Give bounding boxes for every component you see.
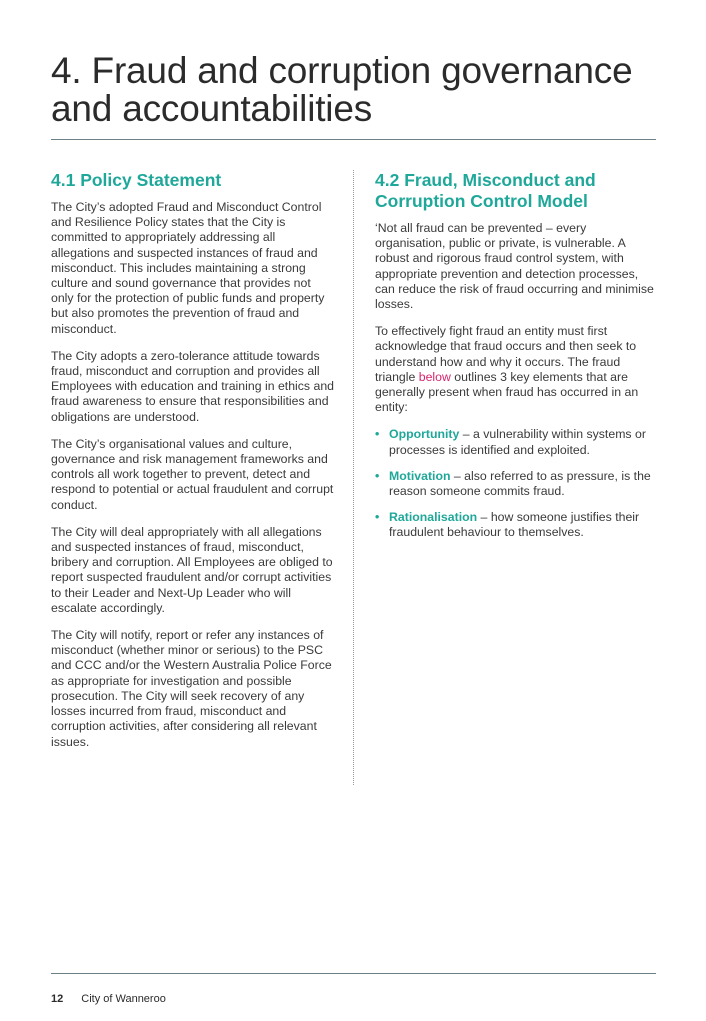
below-link[interactable]: below: [418, 369, 451, 384]
footer: [51, 992, 166, 1006]
list-item-rationalisation: [375, 510, 657, 540]
bullet-text: – also referred to as pressure, is the reason someone commits fraud.: [389, 468, 651, 499]
section-heading-control-model: 4.2 Fraud, Misconduct and Corruption Control Model: [375, 170, 596, 211]
page-title: 4. Fraud and corruption governance and accountabilities: [51, 50, 633, 129]
control-model-section: [375, 170, 657, 552]
bullet-term: Rationalisation: [389, 510, 478, 525]
bullet-term: Opportunity: [389, 427, 460, 442]
paragraph-text: outlines 3 key elements that are generally present when fraud has occurred in an entity:: [375, 369, 639, 415]
paragraph: The City adopts a zero-tolerance attitude towards fraud, misconduct and corruption and provides all Employees with education and training in ethics and fraud awareness to ensure that responsibilities and obligations are understood.: [51, 348, 335, 424]
bullet-text: – a vulnerability within systems or processes is identified and exploited.: [389, 427, 646, 457]
column-divider: [353, 170, 354, 785]
policy-statement-section: [51, 170, 336, 762]
list-item-motivation: [375, 469, 657, 499]
paragraph: [375, 324, 657, 415]
paragraph: The City’s organisational values and culture, governance and risk management frameworks and controls all work together to prevent, detect and respond to potential or actual fraudulent and corrupt conduct.: [51, 436, 334, 512]
title-divider: [51, 139, 656, 140]
section-heading-policy-statement: 4.1 Policy Statement: [51, 170, 222, 190]
footer-divider: [51, 973, 656, 974]
paragraph: The City’s adopted Fraud and Misconduct Control and Resilience Policy states that the City is committed to appropriately addressing all allegations and suspected instances of fraud and misconduct. This includes maintaining a strong culture and sound governance that provides not only for the protection of public funds and property but also promotes the prevention of fraud and misconduct.: [51, 200, 325, 336]
page-number: 12: [51, 993, 64, 1005]
paragraph: ‘Not all fraud can be prevented – every organisation, public or private, is vulnerable. A robust and rigorous fraud control system, with appropriate prevention and detection processes, can reduce the risk of fraud occurring and minimise losses.: [375, 221, 654, 312]
paragraph: The City will deal appropriately with all allegations and suspected instances of fraud, misconduct, bribery and corruption. All Employees are obliged to report suspected fraudulent and/or corrupt activities to their Leader and Next-Up Leader who will escalate accordingly.: [51, 524, 333, 615]
fraud-elements-list: [375, 427, 657, 540]
paragraph-text: To effectively fight fraud an entity must first acknowledge that fraud occurs and then seek to understand how and why it occurs. The fraud triangle: [375, 324, 637, 384]
bullet-text: – how someone justifies their fraudulent behaviour to themselves.: [389, 510, 640, 540]
list-item-opportunity: [375, 427, 657, 457]
footer-organisation: City of Wanneroo: [81, 993, 166, 1005]
bullet-icon: •: [375, 427, 380, 442]
bullet-icon: •: [375, 468, 380, 483]
paragraph: The City will notify, report or refer any instances of misconduct (whether minor or serious) to the PSC and CCC and/or the Western Australia Police Force as appropriate for investigation and possible prosecution. The City will seek recovery of any losses incurred from fraud, misconduct and corruption activities, after considering all relevant issues.: [51, 628, 332, 749]
bullet-icon: •: [375, 510, 380, 525]
bullet-term: Motivation: [389, 468, 451, 483]
